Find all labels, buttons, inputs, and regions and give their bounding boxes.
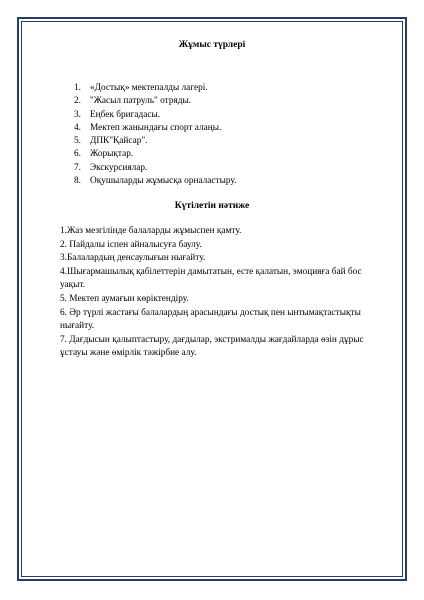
result-paragraph: 7. Дағдысын қалыптастыру, дағдылар, экстрималды жағдайларда өзін дұрыс ұстауы және өмірлік тәжірбие алу.	[60, 334, 364, 359]
list-item: 3. Еңбек бригадасы.	[74, 109, 161, 120]
result-paragraph: 2. Пайдалы іспен айналысуға баулу.	[60, 239, 202, 250]
work-types-list	[74, 82, 236, 188]
expected-results-heading: Күтілетін нәтиже	[174, 201, 250, 211]
list-item: 8. Оқушыларды жұмысқа орналастыру.	[74, 176, 237, 187]
result-paragraph: 3.Балалардың денсаулығын нығайту.	[60, 253, 206, 264]
list-item: 1. «Достық» мектепалды лагері.	[74, 83, 208, 93]
work-types-heading: Жұмыс түрлері	[178, 40, 246, 50]
result-paragraph: 5. Мектеп аумағын көріктендіру.	[60, 293, 189, 304]
result-paragraph: 6. Әр түрлі жастағы балалардың арасындағы достық пен ынтымақтастықты нығайту.	[60, 307, 361, 332]
list-item: 2. "Жасыл патруль" отряды.	[74, 96, 192, 107]
result-paragraph: 1.Жаз мезгілінде балаларды жұмыспен қамту.	[60, 226, 242, 236]
list-item: 5. ДПК"Қайсар".	[74, 136, 148, 147]
list-item: 4. Мектеп жанындағы спорт алаңы.	[74, 122, 222, 133]
list-item: 6. Жорықтар.	[74, 149, 134, 160]
expected-results-section	[60, 225, 378, 361]
list-item: 7. Экскурсиялар.	[74, 162, 148, 173]
result-paragraph: 4.Шығармашылық қабілеттерін дамытатын, есте қалатын, эмоцияға бай бос уақыт.	[60, 266, 362, 291]
